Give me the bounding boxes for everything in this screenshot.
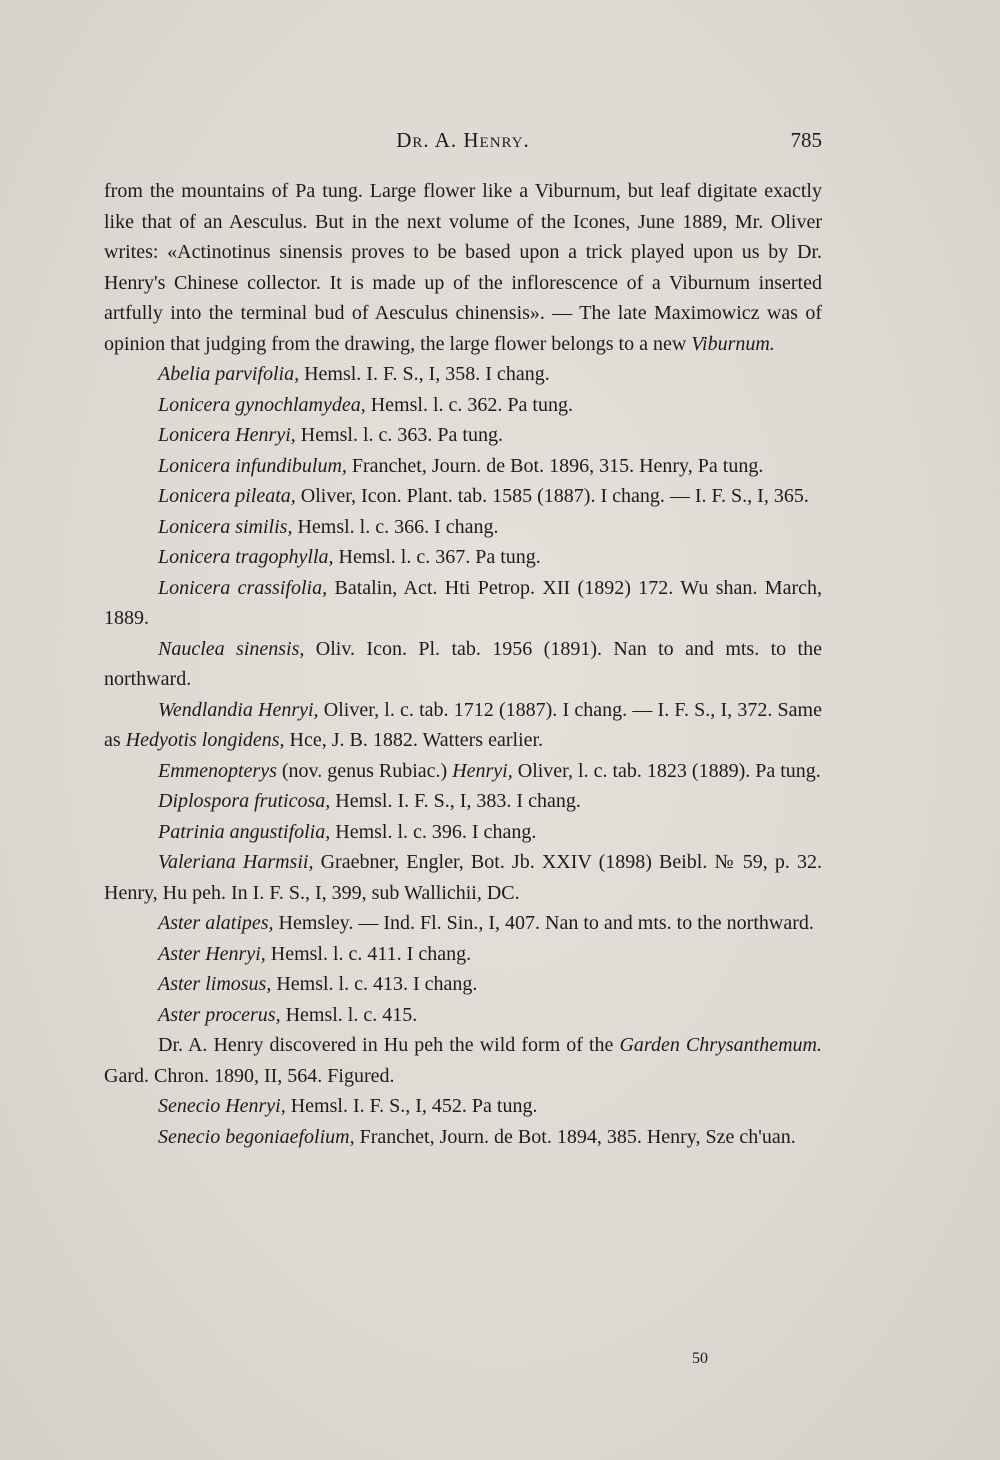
italic-text: Lonicera tragophylla,: [158, 546, 334, 568]
text-run: Hce, J. B. 1882. Watters earlier.: [284, 729, 544, 751]
paragraph: [104, 756, 822, 787]
text-run: Oliver, Icon. Plant. tab. 1585 (1887). I chang. — I. F. S., I, 365.: [295, 485, 809, 507]
italic-text: Aster limosus,: [158, 973, 272, 995]
paragraph: [104, 908, 822, 939]
paragraph: [104, 481, 822, 512]
italic-text: Nauclea sinensis,: [158, 637, 305, 660]
text-run: Dr. A. Henry discovered in Hu peh the wild form of the: [158, 1034, 620, 1056]
paragraph: [104, 390, 822, 421]
paragraph: [104, 939, 822, 970]
paragraph: [104, 1091, 822, 1122]
paragraph: [104, 786, 822, 817]
text-run: Batalin, Act. Hti Petrop. XII (1892) 172. Wu shan. March, 1889.: [104, 576, 823, 629]
printer-signature-mark: 50: [692, 1350, 708, 1367]
italic-text: Lonicera gynochlamydea,: [158, 393, 366, 416]
text-run: Hemsl. I. F. S., I, 452. Pa tung.: [285, 1095, 538, 1117]
italic-text: Senecio Henryi,: [158, 1095, 286, 1117]
text-run: Gard. Chron. 1890, II, 564. Figured.: [104, 1064, 395, 1087]
italic-text: Lonicera similis,: [158, 515, 293, 538]
italic-text: Patrinia angustifolia,: [158, 820, 331, 843]
paragraph: [104, 1000, 822, 1031]
italic-text: Aster procerus,: [158, 1003, 281, 1026]
text-run: Oliv. Icon. Pl. tab. 1956 (1891). Nan to and mts. to the northward.: [104, 637, 822, 690]
paragraph: [104, 1030, 822, 1091]
text-run: Hemsl. l. c. 415.: [280, 1003, 418, 1026]
paragraph: [104, 695, 822, 756]
text-run: Hemsley. — Ind. Fl. Sin., I, 407. Nan to and mts. to the northward.: [273, 912, 814, 934]
italic-text: Abelia parvifolia,: [158, 363, 300, 385]
paragraph: [104, 634, 822, 695]
text-run: Hemsl. l. c. 362. Pa tung.: [365, 393, 573, 416]
text-run: Hemsl. l. c. 363. Pa tung.: [295, 424, 503, 446]
italic-text: Lonicera pileata,: [158, 485, 296, 507]
paragraph: [104, 573, 822, 634]
italic-text: Lonicera crassifolia,: [158, 576, 328, 599]
italic-text: Henryi,: [452, 759, 513, 782]
text-run: Hemsl. l. c. 413. I chang.: [271, 973, 478, 995]
text-run: Franchet, Journ. de Bot. 1896, 315. Henry, Pa tung.: [346, 454, 764, 477]
italic-text: Diplospora fruticosa,: [158, 790, 331, 812]
paragraph: [104, 420, 822, 451]
italic-text: Lonicera Henryi,: [158, 424, 296, 446]
italic-text: Garden Chrysanthemum.: [619, 1034, 822, 1056]
italic-text: Hedyotis longidens,: [125, 729, 285, 751]
paragraph: [104, 817, 822, 848]
paragraph: [104, 451, 822, 482]
italic-text: Aster alatipes,: [158, 912, 274, 934]
text-run: Hemsl. I. F. S., I, 383. I chang.: [330, 790, 581, 812]
italic-text: Viburnum.: [691, 332, 775, 355]
text-run: (nov. genus Rubiac.): [276, 759, 453, 782]
text-run: Oliver, l. c. tab. 1712 (1887). I chang. — I. F. S., I, 372. Same as: [104, 698, 822, 751]
italic-text: Emmenopterys: [158, 759, 277, 782]
paragraph: [104, 359, 822, 390]
text-run: from the mountains of Pa tung. Large flower like a Viburnum, but leaf digitate exactly like that of an Aesculus. But in the next volume of the Icones, June 1889, Mr. Oliver writes: «Actinotinus sinensis proves to be based upon a trick played upon us by Dr. Henry's Chinese collector. It is made up of the inflorescence of a Viburnum inserted artfully into the terminal bud of Aesculus chinensis». — The late Maximowicz was of opinion that judging from the drawing, the large flower belongs to a new: [104, 180, 822, 355]
paragraph: [104, 542, 822, 573]
text-run: Oliver, l. c. tab. 1823 (1889). Pa tung.: [512, 759, 821, 782]
text-run: Hemsl. l. c. 411. I chang.: [265, 942, 472, 965]
running-title: Dr. A. Henry.: [396, 128, 530, 152]
text-run: Franchet, Journ. de Bot. 1894, 385. Henry, Sze ch'uan.: [354, 1125, 796, 1148]
paragraph: [104, 969, 822, 1000]
body-text: [104, 176, 822, 1152]
italic-text: Wendlandia Henryi,: [158, 698, 319, 721]
italic-text: Aster Henryi,: [158, 942, 266, 965]
running-head: [104, 128, 822, 158]
italic-text: Valeriana Harmsii,: [158, 851, 314, 873]
text-run: Graebner, Engler, Bot. Jb. XXIV (1898) Beibl. № 59, p. 32. Henry, Hu peh. In I. F. S., I, 399, sub Wallichii, DC.: [104, 851, 822, 904]
paragraph: [104, 176, 822, 359]
page-number: 785: [790, 128, 822, 152]
text-run: Hemsl. l. c. 396. I chang.: [330, 820, 537, 843]
text-run: Hemsl. l. c. 366. I chang.: [292, 515, 499, 538]
paragraph: [104, 512, 822, 543]
text-run: Hemsl. l. c. 367. Pa tung.: [333, 546, 541, 568]
italic-text: Senecio begoniaefolium,: [158, 1125, 355, 1148]
paragraph: [104, 1122, 822, 1153]
text-run: Hemsl. I. F. S., I, 358. I chang.: [299, 363, 550, 385]
italic-text: Lonicera infundibulum,: [158, 454, 347, 477]
paragraph: [104, 847, 822, 908]
